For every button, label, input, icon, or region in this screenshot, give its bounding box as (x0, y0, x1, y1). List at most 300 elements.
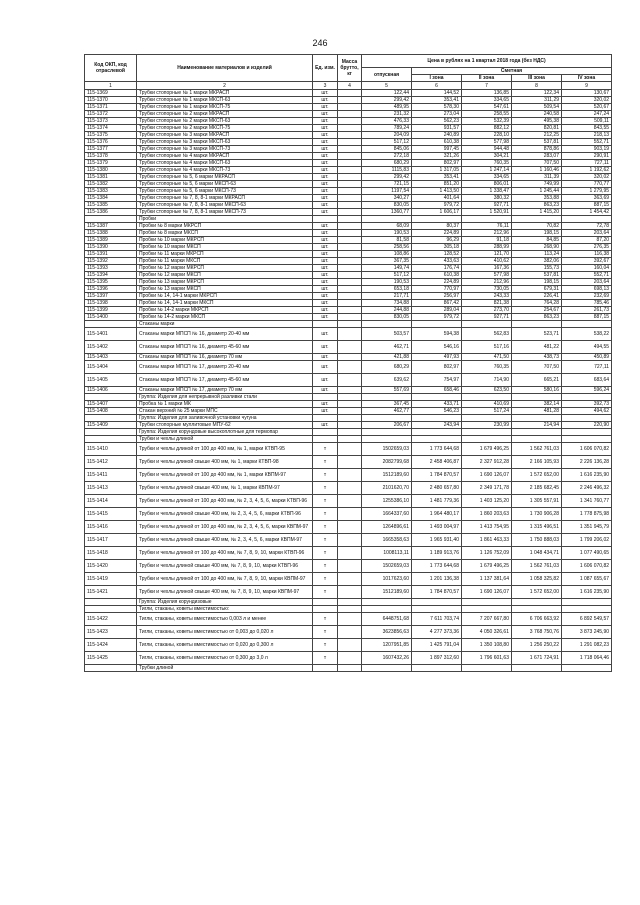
table-row (85, 652, 612, 665)
price-zone-2: 304,21 (462, 153, 512, 160)
price-zone-4: 261,73 (562, 307, 612, 314)
section-title: Стаканы марки (137, 321, 313, 328)
price-zone-3: 537,81 (512, 272, 562, 279)
product-code: 115-1370 (85, 97, 137, 104)
price-zone-1: 1 189 913,76 (412, 547, 462, 560)
unit-of-measure: шт. (313, 111, 338, 118)
table-row (85, 508, 612, 521)
product-name: Пробки № 14-2 марки МКСП (137, 314, 313, 321)
price-zone-2: 2 327 912,28 (462, 456, 512, 469)
price-zone-4: 3 873 245,90 (562, 626, 612, 639)
table-row (85, 422, 612, 429)
column-index: 2 (137, 82, 313, 90)
price-zone-2: 821,38 (462, 300, 512, 307)
price-zone-3: 1 730 906,28 (512, 508, 562, 521)
price-zone-4: 843,55 (562, 125, 612, 132)
price-release: 244,88 (362, 307, 412, 314)
product-name: Трубки стопорные № 4 марки МКСП-73 (137, 167, 313, 174)
price-zone-1: 802,97 (412, 160, 462, 167)
gross-mass (338, 90, 362, 97)
product-code: 115-1393 (85, 265, 137, 272)
product-name: Стаканы марки МПСП № 17, диаметр 20-40 мм (137, 361, 313, 374)
price-zone-1: 610,38 (412, 139, 462, 146)
price-zone-2: 7 207 667,80 (462, 613, 512, 626)
unit-of-measure: шт. (313, 188, 338, 195)
table-row (85, 482, 612, 495)
price-zone-3: 2 166 105,93 (512, 456, 562, 469)
section-empty-cell (512, 321, 562, 328)
price-zone-2: 212,96 (462, 279, 512, 286)
gross-mass (338, 387, 362, 394)
price-zone-2: 334,65 (462, 97, 512, 104)
table-row (85, 560, 612, 573)
price-zone-3: 1 671 724,91 (512, 652, 562, 665)
price-zone-4: 72,78 (562, 223, 612, 230)
price-zone-1: 243,94 (412, 422, 462, 429)
table-row (85, 639, 612, 652)
price-zone-4: 363,69 (562, 195, 612, 202)
product-code: 115-1413 (85, 482, 137, 495)
product-name: Пробки № 14, 14-1 марки МКСП (137, 300, 313, 307)
price-zone-4: 130,67 (562, 90, 612, 97)
unit-of-measure: шт. (313, 139, 338, 146)
unit-of-measure: т (313, 508, 338, 521)
price-zone-3: 863,23 (512, 314, 562, 321)
section-empty-cell (412, 436, 462, 443)
table-row (85, 341, 612, 354)
table-row (85, 586, 612, 599)
price-zone-1: 2 458 406,87 (412, 456, 462, 469)
product-name: Трубки стопорные № 7, 8, 8-1 марки МКРАСП (137, 195, 313, 202)
price-zone-3: 84,85 (512, 237, 562, 244)
price-zone-2: 882,12 (462, 125, 512, 132)
product-name: Пробки № 11 марки МКРСП (137, 251, 313, 258)
price-zone-2: 1 350 108,80 (462, 639, 512, 652)
price-release: 81,58 (362, 237, 412, 244)
gross-mass (338, 286, 362, 293)
product-code: 115-1423 (85, 626, 137, 639)
price-zone-3: 863,23 (512, 202, 562, 209)
price-zone-2: 230,99 (462, 422, 512, 429)
product-code: 115-1389 (85, 237, 137, 244)
price-release: 830,05 (362, 314, 412, 321)
price-zone-3: 311,39 (512, 174, 562, 181)
price-zone-3: 438,73 (512, 354, 562, 361)
section-empty-cell (562, 599, 612, 606)
section-row (85, 599, 612, 606)
product-name: Трубки стопорные № 1 марки МКСП-75 (137, 104, 313, 111)
price-zone-2: 228,10 (462, 132, 512, 139)
price-zone-3: 382,14 (512, 401, 562, 408)
price-release: 340,27 (362, 195, 412, 202)
product-name: Пробки № 14, 14-1 марки МКРСП (137, 293, 313, 300)
price-zone-4: 596,24 (562, 387, 612, 394)
table-row (85, 613, 612, 626)
gross-mass (338, 482, 362, 495)
unit-of-measure: т (313, 456, 338, 469)
section-empty-cell (362, 216, 412, 223)
section-code-cell (85, 665, 137, 672)
section-empty-cell (362, 394, 412, 401)
unit-of-measure: т (313, 443, 338, 456)
price-zone-3: 155,73 (512, 265, 562, 272)
table-row (85, 328, 612, 341)
price-zone-3: 481,28 (512, 408, 562, 415)
price-zone-3: 878,86 (512, 146, 562, 153)
price-release: 206,67 (362, 422, 412, 429)
product-code: 115-1411 (85, 469, 137, 482)
product-name: Пробка № 1 марки МК (137, 401, 313, 408)
unit-of-measure: шт. (313, 354, 338, 361)
product-code: 115-1369 (85, 90, 137, 97)
price-release: 1665358,63 (362, 534, 412, 547)
gross-mass (338, 139, 362, 146)
price-zone-2: 760,35 (462, 361, 512, 374)
product-name: Пробки № 13 марки МКРСП (137, 279, 313, 286)
product-name: Трубки стопорные № 5, 6 марки МКСП-73 (137, 188, 313, 195)
gross-mass (338, 495, 362, 508)
price-release: 367,35 (362, 258, 412, 265)
header-zone-4: IV зона (562, 75, 612, 82)
price-zone-1: 546,16 (412, 341, 462, 354)
gross-mass (338, 97, 362, 104)
price-release: 190,53 (362, 230, 412, 237)
price-zone-1: 754,97 (412, 374, 462, 387)
gross-mass (338, 422, 362, 429)
unit-of-measure: шт. (313, 223, 338, 230)
section-row (85, 216, 612, 223)
price-zone-4: 1 077 490,65 (562, 547, 612, 560)
price-zone-1: 979,72 (412, 314, 462, 321)
section-empty-cell (412, 321, 462, 328)
gross-mass (338, 300, 362, 307)
price-zone-3: 1 750 888,03 (512, 534, 562, 547)
unit-of-measure: т (313, 560, 338, 573)
unit-of-measure: шт. (313, 146, 338, 153)
price-zone-4: 727,11 (562, 160, 612, 167)
table-row (85, 354, 612, 361)
unit-of-measure: шт. (313, 118, 338, 125)
price-zone-4: 520,67 (562, 104, 612, 111)
unit-of-measure: т (313, 573, 338, 586)
price-zone-4: 2 246 496,32 (562, 482, 612, 495)
price-zone-3: 1 572 652,00 (512, 469, 562, 482)
table-row (85, 90, 612, 97)
table-row (85, 387, 612, 394)
section-title: Группа: Изделия для заливочной установки чугуна (137, 415, 313, 422)
column-index: 7 (462, 82, 512, 90)
price-zone-3: 198,15 (512, 279, 562, 286)
price-release: 845,06 (362, 146, 412, 153)
section-code-cell (85, 599, 137, 606)
gross-mass (338, 104, 362, 111)
price-zone-4: 116,38 (562, 251, 612, 258)
section-empty-cell (512, 216, 562, 223)
price-release: 68,09 (362, 223, 412, 230)
gross-mass (338, 408, 362, 415)
product-code: 115-1402 (85, 341, 137, 354)
price-zone-2: 136,85 (462, 90, 512, 97)
price-zone-1: 4 277 373,36 (412, 626, 462, 639)
price-release: 503,57 (362, 328, 412, 341)
section-empty-cell (362, 606, 412, 613)
table-row (85, 167, 612, 174)
table-body (85, 90, 612, 672)
unit-of-measure: шт. (313, 286, 338, 293)
price-zone-2: 258,55 (462, 111, 512, 118)
section-empty-cell (362, 436, 412, 443)
price-zone-4: 247,24 (562, 111, 612, 118)
table-row (85, 293, 612, 300)
price-zone-1: 401,64 (412, 195, 462, 202)
price-zone-1: 289,04 (412, 307, 462, 314)
unit-of-measure: шт. (313, 244, 338, 251)
unit-of-measure: шт. (313, 104, 338, 111)
price-zone-2: 760,35 (462, 160, 512, 167)
table-row (85, 265, 612, 272)
section-empty-cell (412, 665, 462, 672)
product-name: Трубки стопорные № 3 марки МКРАСП (137, 132, 313, 139)
gross-mass (338, 401, 362, 408)
product-code: 115-1372 (85, 111, 137, 118)
price-zone-1: 1 784 870,57 (412, 469, 462, 482)
table-row (85, 244, 612, 251)
unit-of-measure: т (313, 534, 338, 547)
price-zone-1: 128,52 (412, 251, 462, 258)
price-zone-2: 730,05 (462, 286, 512, 293)
section-code-cell (85, 429, 137, 436)
section-empty-cell (412, 599, 462, 606)
section-code-cell (85, 216, 137, 223)
price-zone-1: 1 413,50 (412, 188, 462, 195)
section-empty-cell (338, 599, 362, 606)
price-zone-3: 679,31 (512, 286, 562, 293)
product-code: 115-1405 (85, 374, 137, 387)
gross-mass (338, 272, 362, 279)
price-zone-3: 749,99 (512, 181, 562, 188)
section-title: Трубки длиной (137, 665, 313, 672)
price-zone-3: 580,16 (512, 387, 562, 394)
section-empty-cell (562, 606, 612, 613)
gross-mass (338, 188, 362, 195)
price-zone-2: 76,11 (462, 223, 512, 230)
price-release: 2082799,68 (362, 456, 412, 469)
column-index: 6 (412, 82, 462, 90)
price-zone-1: 802,97 (412, 361, 462, 374)
price-zone-3: 198,15 (512, 230, 562, 237)
price-zone-4: 1 778 875,98 (562, 508, 612, 521)
price-zone-3: 1 562 761,03 (512, 443, 562, 456)
table-row (85, 223, 612, 230)
gross-mass (338, 534, 362, 547)
price-zone-2: 1 690 126,07 (462, 469, 512, 482)
section-row (85, 429, 612, 436)
unit-of-measure: шт. (313, 272, 338, 279)
section-title: Трубки и чехлы длиной (137, 436, 313, 443)
table-row (85, 111, 612, 118)
section-empty-cell (512, 436, 562, 443)
unit-of-measure: шт. (313, 422, 338, 429)
price-zone-4: 320,02 (562, 97, 612, 104)
unit-of-measure: шт. (313, 167, 338, 174)
unit-of-measure: шт. (313, 90, 338, 97)
price-zone-4: 203,64 (562, 230, 612, 237)
product-name: Трубки и чехлы длиной от 100 до 400 мм, № 7, 8, 9, 10, марки КВПМ-97 (137, 573, 313, 586)
price-zone-1: 2 480 657,80 (412, 482, 462, 495)
section-empty-cell (462, 394, 512, 401)
price-zone-1: 144,52 (412, 90, 462, 97)
price-zone-1: 1 201 136,38 (412, 573, 462, 586)
price-zone-3: 240,58 (512, 111, 562, 118)
price-zone-2: 1 520,91 (462, 209, 512, 216)
product-name: Стаканы марки МПСП № 17, диаметр 45-60 мм (137, 374, 313, 387)
price-release: 3623856,63 (362, 626, 412, 639)
section-row (85, 606, 612, 613)
gross-mass (338, 456, 362, 469)
product-name: Трубки и чехлы длиной свыше 400 мм, № 2, 3, 4, 5, 6, марки КТВП-96 (137, 508, 313, 521)
price-release: 1207951,85 (362, 639, 412, 652)
table-row (85, 104, 612, 111)
price-zone-4: 203,64 (562, 279, 612, 286)
gross-mass (338, 132, 362, 139)
price-zone-1: 176,74 (412, 265, 462, 272)
unit-of-measure: т (313, 469, 338, 482)
gross-mass (338, 244, 362, 251)
product-code: 115-1407 (85, 401, 137, 408)
product-name: Трубки и чехлы длиной от 100 до 400 мм, № 1, марки КТВП-95 (137, 443, 313, 456)
section-empty-cell (338, 321, 362, 328)
section-empty-cell (562, 415, 612, 422)
product-code: 115-1374 (85, 125, 137, 132)
unit-of-measure: шт. (313, 401, 338, 408)
table-row (85, 521, 612, 534)
gross-mass (338, 195, 362, 202)
price-release: 258,56 (362, 244, 412, 251)
unit-of-measure: т (313, 626, 338, 639)
gross-mass (338, 469, 362, 482)
product-code: 115-1421 (85, 586, 137, 599)
unit-of-measure: шт. (313, 374, 338, 387)
section-empty-cell (412, 216, 462, 223)
table-row (85, 279, 612, 286)
unit-of-measure: шт. (313, 237, 338, 244)
price-zone-1: 273,04 (412, 111, 462, 118)
product-code: 115-1373 (85, 118, 137, 125)
gross-mass (338, 279, 362, 286)
gross-mass (338, 258, 362, 265)
price-zone-4: 770,77 (562, 181, 612, 188)
price-zone-4: 552,71 (562, 272, 612, 279)
price-zone-3: 495,38 (512, 118, 562, 125)
product-code: 115-1384 (85, 195, 137, 202)
price-zone-2: 2 349 171,78 (462, 482, 512, 495)
product-name: Тигли, стаканы, коветы вместимостью от 0,020 до 0,300 л (137, 639, 313, 652)
section-empty-cell (362, 321, 412, 328)
section-code-cell (85, 394, 137, 401)
unit-of-measure: шт. (313, 195, 338, 202)
table-row (85, 125, 612, 132)
product-code: 115-1390 (85, 244, 137, 251)
table-row (85, 195, 612, 202)
price-table (84, 54, 612, 672)
unit-of-measure: шт. (313, 97, 338, 104)
price-zone-3: 707,50 (512, 361, 562, 374)
product-name: Пробки № 12 марки МКРСП (137, 265, 313, 272)
price-zone-4: 392,67 (562, 258, 612, 265)
header-mass: Масса брутто, кг (338, 55, 362, 82)
price-zone-1: 1 897 312,60 (412, 652, 462, 665)
price-zone-2: 410,62 (462, 258, 512, 265)
section-row (85, 436, 612, 443)
price-zone-2: 577,98 (462, 272, 512, 279)
price-zone-4: 1 279,95 (562, 188, 612, 195)
price-zone-2: 944,48 (462, 146, 512, 153)
section-empty-cell (313, 394, 338, 401)
gross-mass (338, 251, 362, 258)
product-name: Трубки и чехлы длиной свыше 400 мм, № 7, 8, 9, 10, марки КТВП-96 (137, 560, 313, 573)
product-code: 115-1412 (85, 456, 137, 469)
product-name: Трубки стопорные № 3 марки МКСП-73 (137, 146, 313, 153)
price-zone-1: 240,89 (412, 132, 462, 139)
header-zone-3: III зона (512, 75, 562, 82)
section-empty-cell (512, 394, 562, 401)
gross-mass (338, 223, 362, 230)
price-zone-2: 91,18 (462, 237, 512, 244)
product-name: Тигли, стаканы, коветы вместимостью от 0,300 до 3,0 л (137, 652, 313, 665)
gross-mass (338, 153, 362, 160)
product-name: Пробки № 10 марки МКСП (137, 244, 313, 251)
product-code: 115-1410 (85, 443, 137, 456)
section-empty-cell (313, 429, 338, 436)
price-release: 217,71 (362, 293, 412, 300)
unit-of-measure: шт. (313, 279, 338, 286)
product-code: 115-1385 (85, 202, 137, 209)
price-zone-3: 311,29 (512, 97, 562, 104)
product-code: 115-1386 (85, 209, 137, 216)
price-zone-1: 851,20 (412, 181, 462, 188)
price-zone-2: 4 050 326,61 (462, 626, 512, 639)
price-zone-2: 243,33 (462, 293, 512, 300)
product-code: 115-1375 (85, 132, 137, 139)
product-name: Трубки и чехлы длиной свыше 400 мм, № 1, марки КТВП-98 (137, 456, 313, 469)
section-empty-cell (338, 394, 362, 401)
price-zone-1: 305,18 (412, 244, 462, 251)
section-title: Группа: Изделия корундовые высокоплотные для термопар (137, 429, 313, 436)
price-zone-4: 1 341 760,77 (562, 495, 612, 508)
section-empty-cell (338, 216, 362, 223)
section-row (85, 394, 612, 401)
section-code-cell (85, 321, 137, 328)
price-zone-3: 122,34 (512, 90, 562, 97)
price-zone-3: 353,88 (512, 195, 562, 202)
gross-mass (338, 167, 362, 174)
price-zone-2: 334,65 (462, 174, 512, 181)
price-zone-2: 167,36 (462, 265, 512, 272)
section-empty-cell (362, 429, 412, 436)
price-zone-1: 433,63 (412, 258, 462, 265)
product-name: Трубки и чехлы длиной свыше 400 мм, № 1, марки КВПМ-97 (137, 482, 313, 495)
product-name: Тигли, стаканы, коветы вместимостью от 0,003 до 0,020 л (137, 626, 313, 639)
price-release: 367,45 (362, 401, 412, 408)
unit-of-measure: т (313, 652, 338, 665)
section-empty-cell (562, 394, 612, 401)
unit-of-measure: шт. (313, 181, 338, 188)
column-index: 3 (313, 82, 338, 90)
price-release: 299,42 (362, 174, 412, 181)
table-row (85, 132, 612, 139)
product-code: 115-1377 (85, 146, 137, 153)
product-code: 115-1396 (85, 286, 137, 293)
